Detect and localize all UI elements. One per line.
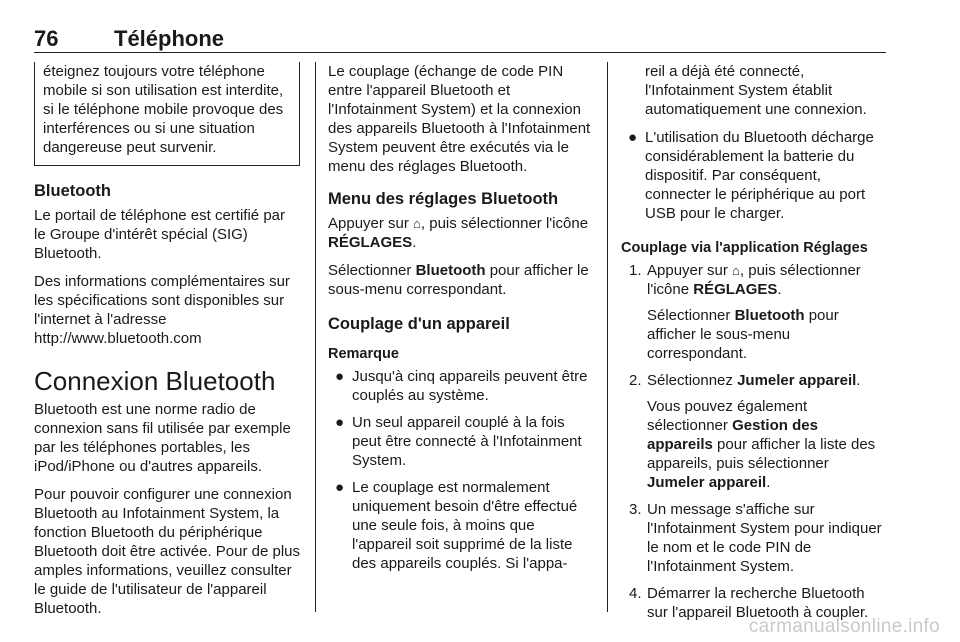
app-couplage-heading: Couplage via l'application Réglages xyxy=(621,240,868,256)
step-item: 3. Un message s'affiche sur l'Infotainment System pour indiquer le nom et le code PIN de l'Infotainment System. xyxy=(629,501,882,575)
list-item: ● Jusqu'à cinq appareils peuvent être couplés au système. xyxy=(335,368,588,404)
bullet-icon: ● xyxy=(335,414,345,431)
connexion-heading: Connexion Bluetooth xyxy=(34,366,276,396)
column-2 xyxy=(328,62,594,581)
column-divider-2 xyxy=(607,62,608,612)
connexion-paragraph-2: Pour pouvoir configurer une connexion Bluetooth au Infotainment System, la fonction Bluetooth du périphérique Bluetooth doit être activée. Pour de plus amples informations, veuillez consulter le guide de l'utilisateur de l'appareil Bluetooth. xyxy=(34,486,301,617)
bluetooth-paragraph-1: Le portail de téléphone est certifié par le Groupe d'intérêt spécial (SIG) Bluetooth. xyxy=(34,207,285,262)
warning-box xyxy=(34,62,300,166)
step-item: 2. Sélectionnez Jumeler appareil. Vous pouvez également sélectionner Gestion des appareils pour afficher la liste des appareils, puis sélectionner Jumeler appareil. xyxy=(629,372,876,491)
couplage-intro: Le couplage (échange de code PIN entre l'appareil Bluetooth et l'Infotainment System) et la connexion des appareils Bluetooth à l'Infotainment System peuvent être exécutés via le menu des réglages Bluetooth. xyxy=(328,63,591,175)
list-item: ● Le couplage est normalement uniquement besoin d'être effectué une seule fois, à moins que l'appareil soit supprimé de la liste des appareils couplés. Si l'appa- xyxy=(335,479,578,572)
bluetooth-url: http://www.bluetooth.com xyxy=(34,330,202,347)
menu-paragraph-2: Sélectionner Bluetooth pour afficher le sous-menu correspondant. xyxy=(328,262,589,298)
remarque-list xyxy=(328,367,594,573)
bullet-icon: ● xyxy=(335,479,345,496)
couplage-heading: Couplage d'un appareil xyxy=(328,315,510,333)
bluetooth-heading: Bluetooth xyxy=(34,182,111,200)
bluetooth-paragraph-2: Des informations complémentaires sur les spécifications sont disponibles sur l'internet à l'adresse xyxy=(34,273,290,328)
connexion-paragraph-1: Bluetooth est une norme radio de connexion sans fil utilisée par exemple par les téléphones portables, les iPod/iPhone ou d'autres appareils. xyxy=(34,401,291,475)
header-rule xyxy=(34,52,886,53)
column-3 xyxy=(621,62,887,630)
step-item: 1. Appuyer sur ⌂, puis sélectionner l'icône RÉGLAGES. Sélectionner Bluetooth pour afficher le sous-menu correspondant. xyxy=(629,262,861,362)
menu-paragraph-1: Appuyer sur ⌂, puis sélectionner l'icône RÉGLAGES. xyxy=(328,215,589,251)
list-item: ● L'utilisation du Bluetooth décharge considérablement la batterie du dispositif. Par conséquent, connecter le périphérique au port USB pour le charger. xyxy=(628,129,874,222)
step-item: 4. Démarrer la recherche Bluetooth sur l'appareil Bluetooth à coupler. xyxy=(629,585,869,621)
home-icon: ⌂ xyxy=(413,216,421,231)
list-item: ● Un seul appareil couplé à la fois peut être connecté à l'Infotainment System. xyxy=(335,414,582,469)
remarque-label: Remarque xyxy=(328,346,399,362)
menu-heading: Menu des réglages Bluetooth xyxy=(328,190,559,208)
column-1 xyxy=(34,62,300,627)
column-divider-1 xyxy=(315,62,316,612)
watermark: carmanualsonline.info xyxy=(748,616,940,637)
page-title: Téléphone xyxy=(114,26,225,51)
steps-list xyxy=(621,261,887,622)
warning-text: éteignez toujours votre téléphone mobile si son utilisation est interdite, si le téléphone mobile provoque des interférences ou si une situation dangereuse peut survenir. xyxy=(43,63,284,156)
bullet-icon: ● xyxy=(628,129,638,146)
page-header xyxy=(34,26,886,54)
bullet-icon: ● xyxy=(335,368,345,385)
bullet-continuation: reil a déjà été connecté, l'Infotainment System établit automatiquement une connexion. xyxy=(645,63,867,118)
home-icon: ⌂ xyxy=(732,263,740,278)
page-number: 76 xyxy=(34,26,59,51)
bullet-list-continued xyxy=(621,128,887,223)
